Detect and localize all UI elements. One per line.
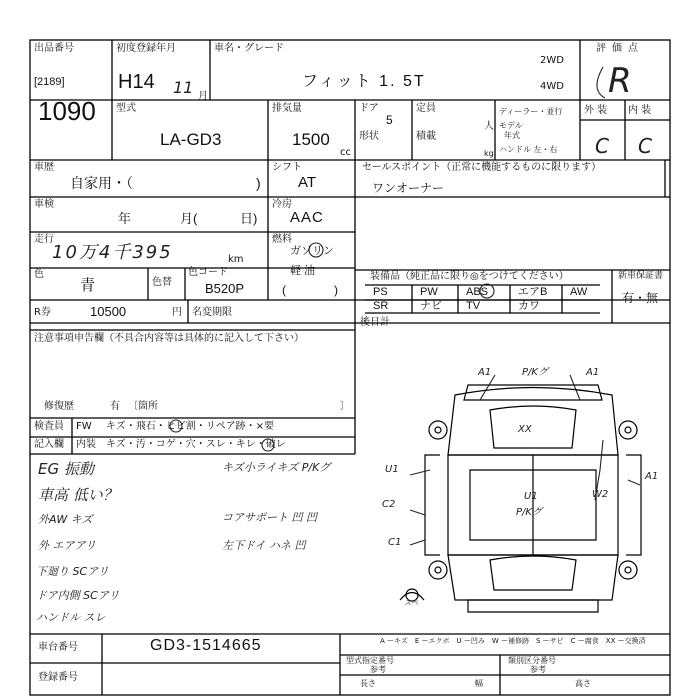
interior-grade: C: [638, 134, 652, 158]
month-unit: 月: [198, 91, 208, 102]
equipment-item: エアB: [518, 286, 548, 298]
shift-value: AT: [298, 174, 317, 191]
rear-seat-label: 後日計: [360, 317, 390, 328]
equipment-item: ABS: [466, 286, 489, 298]
doors-value: 5: [386, 113, 393, 127]
repair-present: 有: [110, 401, 120, 412]
chassis-no-label: 車台番号: [38, 642, 78, 653]
note-line-right: コアサポート 凹 凹: [222, 511, 317, 524]
diagram-mark: P/Kグ: [522, 367, 548, 378]
single-color-label: 色替: [152, 277, 172, 288]
first-reg-month: 11: [173, 78, 194, 97]
type-spec-label: 型式指定番号: [346, 656, 394, 665]
diagram-mark: W2: [592, 489, 609, 500]
displacement-label: 排気量: [272, 103, 302, 114]
note-line-right: キズ小ライキズ P/Kグ: [222, 461, 331, 474]
drive-4wd: 4WD: [540, 81, 564, 92]
note-line: ハンドル スレ: [36, 611, 106, 624]
sales-points-value: ワンオーナー: [372, 181, 445, 195]
history-close: ): [256, 175, 261, 191]
diagram-mark: A1: [478, 367, 492, 378]
equipment-item: PW: [420, 286, 438, 298]
type-spec-ref: 参考: [370, 665, 386, 674]
inspection-month: 月(: [180, 211, 198, 226]
diagram-mark: XX: [518, 424, 532, 435]
car-name-label: 車名・グレード: [214, 43, 284, 54]
equipment-label: 装備品（純正品に限り◎をつけてください）: [370, 271, 569, 282]
diagram-mark: U1: [385, 464, 399, 475]
equipment-item: TV: [466, 300, 481, 312]
color-label: 色: [34, 269, 44, 280]
note-line: EG 振動: [38, 460, 94, 478]
note-line: 下廻り SCアリ: [36, 565, 109, 578]
record-label: 記入欄: [34, 439, 64, 450]
mileage-label: 走行: [34, 234, 54, 245]
damage-legend: A ーキズ E ーエクボ U ー凹み W ー補修跡 S ーサビ C ー腐食 XX ー交換済: [380, 637, 646, 645]
record-interior: 内装: [76, 439, 96, 450]
exterior-grade: C: [595, 134, 609, 158]
r-ticket-value: 10500: [90, 304, 127, 319]
color-code-label: 色コード: [188, 267, 228, 278]
inspection-label: 車検: [34, 199, 54, 210]
doors-label: ドア: [359, 103, 379, 114]
equipment-item: AW: [570, 286, 588, 298]
chassis-no-value: GD3-1514665: [150, 637, 262, 654]
km-unit: km: [228, 254, 244, 265]
fuel-bracket: ( ): [282, 283, 338, 297]
handle-label: ハンドル 左・右: [499, 145, 558, 154]
dealer-label: ディーラー・並行: [499, 107, 563, 116]
warranty-value: 有・無: [622, 291, 659, 305]
first-reg-era: H14: [118, 71, 155, 93]
notes-header: 注意事項申告欄（不具合内容等は具体的に記入して下さい）: [34, 333, 304, 344]
model-label: 型式: [116, 103, 136, 114]
diagram-mark: U1: [524, 491, 538, 502]
r-ticket-label: R券: [34, 307, 51, 318]
yen-unit: 円: [172, 307, 182, 318]
color-code-value: B520P: [205, 281, 245, 296]
load-label: 積載: [416, 131, 436, 142]
model-year-label-2: 年式: [504, 131, 520, 140]
diagram-mark: P/Kグ: [516, 507, 542, 518]
color-value: 青: [80, 277, 96, 294]
inspector-row: キズ・飛石・ヒビ割・リペア跡・×要: [106, 421, 274, 432]
capacity-label: 定員: [416, 103, 436, 114]
diagram-mark: C2: [382, 499, 396, 510]
reg-no-label: 登録番号: [38, 672, 78, 683]
shape-label: 形状: [359, 131, 379, 142]
lot-number: 1090: [38, 96, 96, 126]
fuel-label: 燃料: [272, 234, 292, 245]
width-label: 幅: [475, 679, 483, 688]
note-line: 外 エアアリ: [38, 539, 97, 552]
repair-history-label: 修復歴: [44, 401, 74, 412]
exterior-label: 外 装: [584, 105, 608, 116]
note-line: 外AW キズ: [38, 513, 93, 526]
fuel-diesel: 軽 油: [290, 265, 316, 277]
person-unit: 人: [484, 121, 494, 132]
drive-2wd: 2WD: [540, 55, 564, 66]
equipment-item: SR: [373, 300, 389, 312]
height-label: 高さ: [575, 679, 591, 688]
note-line: ドア内側 SCアリ: [36, 589, 120, 602]
cc-unit: cc: [340, 147, 351, 158]
model-year-label-1: モデル: [499, 121, 523, 130]
inspector-label: 検査員: [34, 421, 64, 432]
mileage-value: 10万4千395: [52, 242, 173, 263]
history-value: 自家用・（: [70, 175, 133, 191]
kg-unit: kg: [484, 149, 494, 158]
displacement-value: 1500: [292, 130, 330, 149]
rating-value: R: [608, 61, 632, 101]
cat-no-label: 類別区分番号: [508, 656, 556, 665]
diagram-mark: C1: [388, 537, 402, 548]
equipment-item: カワ: [518, 300, 540, 312]
length-label: 長さ: [360, 679, 376, 688]
equipment-item: ナビ: [420, 300, 442, 312]
shift-label: シフト: [272, 162, 302, 173]
sales-points-label: セールスポイント（正常に機能するものに限ります）: [362, 162, 602, 173]
cooling-value: AAC: [290, 209, 324, 226]
warranty-label: 新車保証書: [618, 271, 664, 281]
interior-label: 内 装: [628, 105, 652, 116]
fuel-gasoline: ガソリン: [290, 245, 334, 257]
repair-bracket-close: 〕: [340, 401, 350, 412]
equipment-item: PS: [373, 286, 388, 298]
diagram-mark: A1: [645, 471, 659, 482]
model-value: LA-GD3: [160, 130, 222, 149]
diagram-mark: A1: [586, 367, 600, 378]
lot-number-label: 出品番号: [34, 43, 74, 54]
first-reg-label: 初度登録年月: [116, 43, 176, 54]
rating-label: 評価点: [596, 43, 644, 54]
cat-no-ref: 参考: [530, 665, 546, 674]
inspection-day: 日): [240, 211, 258, 226]
inspection-year: 年: [118, 211, 132, 226]
car-name: フィット 1. 5T: [302, 73, 426, 90]
history-label: 車歴: [34, 162, 54, 173]
diagram-mark: スペ: [404, 599, 418, 607]
lot-code: [2189]: [34, 76, 65, 88]
inspector-front: FW: [76, 421, 92, 432]
repair-bracket: 〔箇所: [128, 401, 158, 412]
name-change-label: 名変期限: [192, 307, 232, 318]
note-line-right: 左下ドイ ハネ 凹: [222, 539, 306, 552]
note-line: 車高 低い？: [38, 486, 118, 504]
record-row: キズ・汚・コゲ・穴・スレ・キレ・破レ: [106, 439, 286, 450]
cooling-label: 冷房: [272, 199, 292, 210]
